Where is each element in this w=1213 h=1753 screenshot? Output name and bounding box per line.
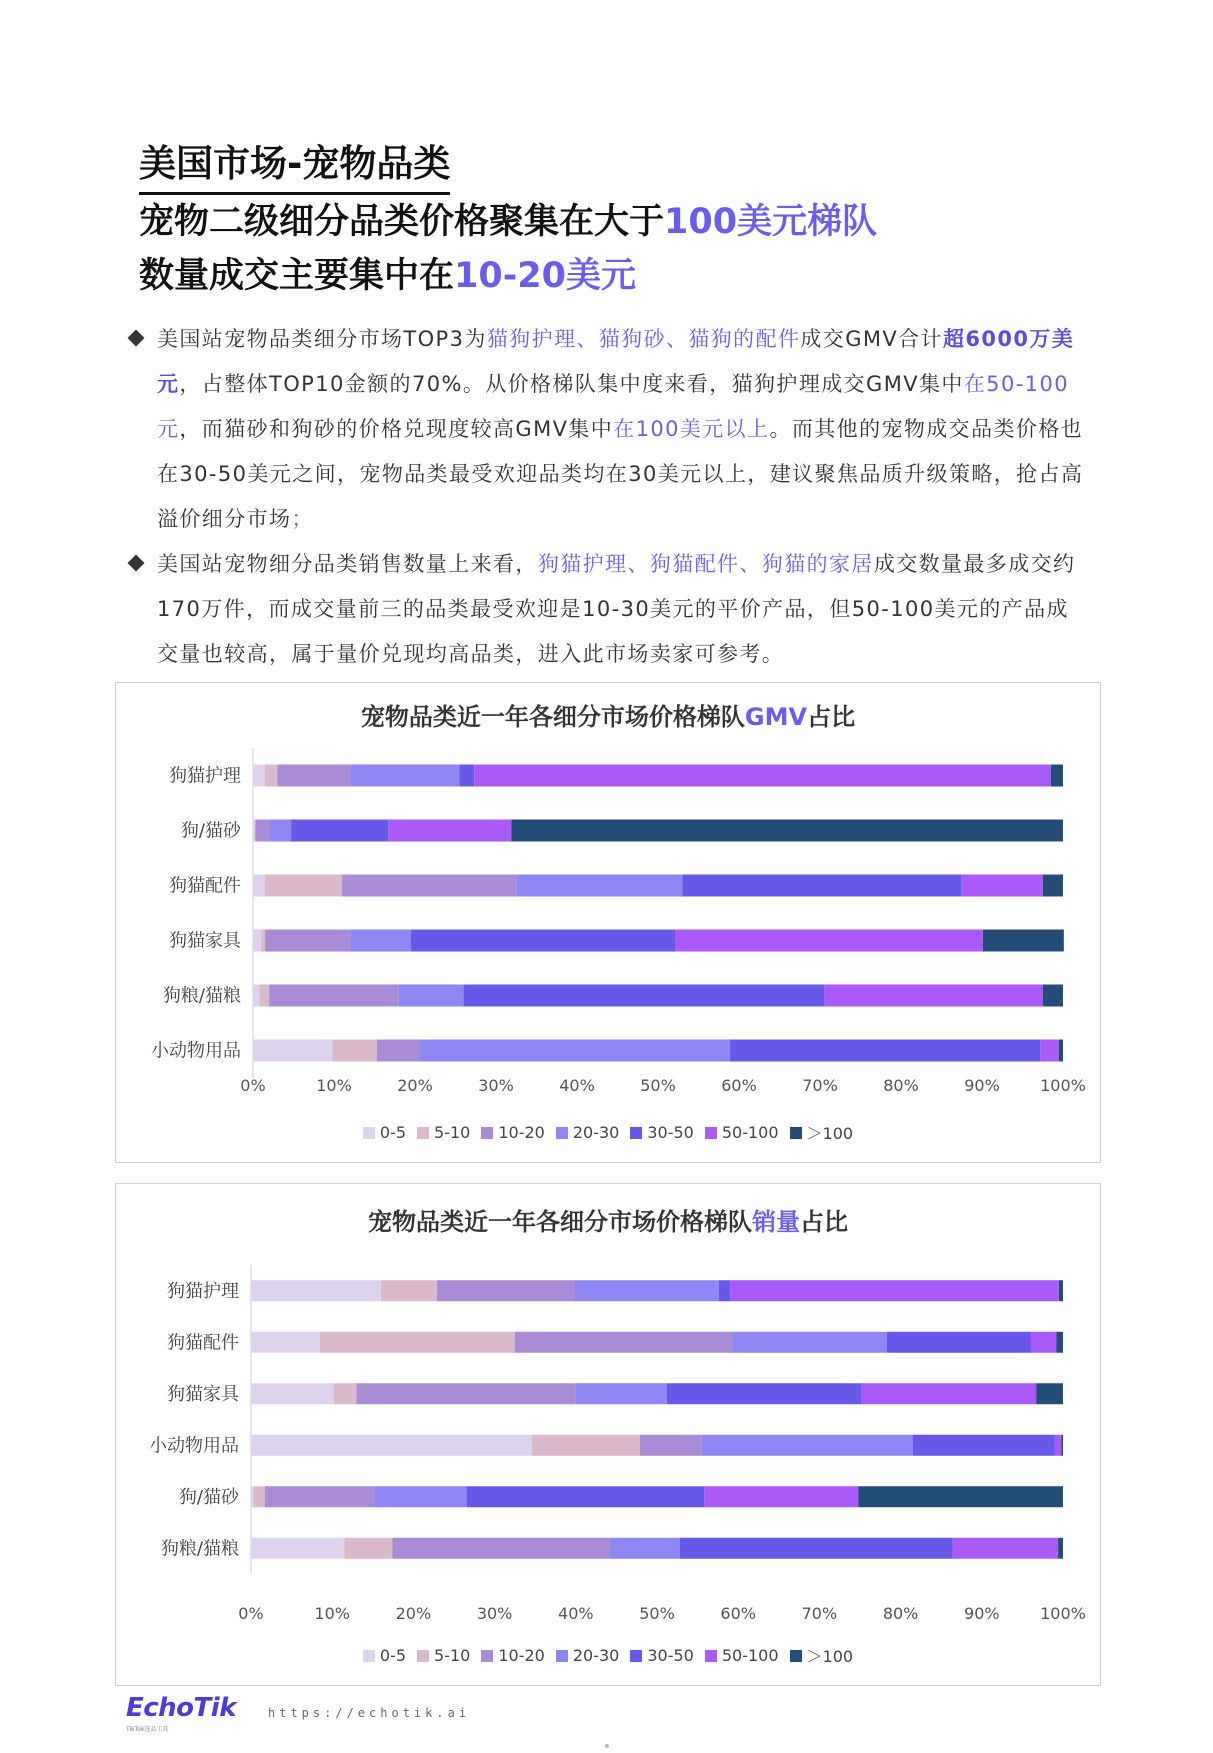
x-tick-label: 0%: [240, 1076, 266, 1095]
bullet-highlight: 超6000万美元: [157, 327, 1075, 396]
subtitle-line-1: [139, 195, 1139, 249]
x-tick-label: 100%: [1040, 1076, 1086, 1095]
bar-segment: [255, 820, 256, 842]
x-tick-label: 50%: [640, 1076, 676, 1095]
footer-url[interactable]: https://echotik.ai: [268, 1706, 471, 1720]
bar-segment: [516, 875, 682, 897]
bar-segment: [1055, 1435, 1061, 1456]
bullet-text: ，占整体TOP10金额的70%。从价格梯队集中度来看，猫狗护理成交GMV集中: [179, 372, 964, 396]
subtitle-2-text: 数量成交主要集中在: [139, 256, 455, 296]
bar-segment: [1061, 1435, 1063, 1456]
bar-segment: [344, 1538, 392, 1559]
chart-title-suffix: 占比: [800, 1208, 848, 1236]
x-tick-label: 60%: [720, 1604, 756, 1623]
chart-legend: [116, 1121, 1100, 1144]
bar-segment: [350, 765, 459, 787]
bullet-text: 美国站宠物品类细分市场TOP3为: [157, 327, 487, 351]
bar-segment: [251, 1280, 381, 1301]
category-label: 狗猫家具: [169, 930, 241, 952]
legend-label: ＞100: [806, 1647, 854, 1666]
x-tick-label: 40%: [559, 1076, 595, 1095]
bar-segment: [265, 875, 342, 897]
bar-segment: [667, 1383, 862, 1404]
x-tick-label: 30%: [478, 1076, 514, 1095]
bar-segment: [1059, 1040, 1063, 1062]
bar-segment: [265, 765, 277, 787]
bar-segment: [1059, 1280, 1063, 1301]
bar-segment: [419, 1040, 730, 1062]
legend-label: 30-50: [647, 1123, 694, 1142]
legend-swatch: [630, 1127, 642, 1139]
subtitle-1-highlight: 100美元梯队: [664, 202, 878, 242]
bar-segment: [858, 1486, 1063, 1507]
bar-segment: [377, 1040, 419, 1062]
bar-segment: [265, 930, 350, 952]
subtitle-line-2: [139, 249, 1139, 303]
bar-segment: [464, 985, 824, 1007]
bar-segment: [532, 1435, 640, 1456]
bar-segment: [251, 1486, 253, 1507]
chart-legend: [116, 1644, 1100, 1667]
echotik-logo: EchoTik: [126, 1693, 236, 1723]
bar-segment: [253, 820, 255, 842]
legend-swatch: [363, 1127, 375, 1139]
bar-segment: [251, 1538, 344, 1559]
bullet-text: 成交GMV合计: [800, 327, 943, 351]
page-title: 美国市场-宠物品类: [139, 138, 450, 195]
legend-label: 20-30: [572, 1123, 620, 1142]
chart-title-highlight: 销量: [752, 1208, 800, 1236]
bar-segment: [1043, 875, 1063, 897]
bullet-highlight: 狗猫护理、狗猫配件、狗猫的家居: [537, 552, 874, 576]
bar-segment: [342, 875, 516, 897]
bar-segment: [862, 1383, 1037, 1404]
bar-segment: [887, 1332, 1031, 1353]
bar-segment: [515, 1332, 733, 1353]
x-tick-label: 80%: [882, 1604, 919, 1623]
bar-segment: [953, 1538, 1059, 1559]
bar-segment: [1036, 1383, 1063, 1404]
category-label: 狗猫家具: [167, 1383, 239, 1405]
chart-title-highlight: GMV: [744, 703, 808, 731]
bar-segment: [388, 820, 511, 842]
legend-label: 0-5: [379, 1646, 407, 1665]
bar-segment: [913, 1435, 1055, 1456]
legend-item: [481, 1644, 545, 1667]
bar-segment: [357, 1383, 576, 1404]
bar-segment: [411, 930, 675, 952]
x-tick-label: 40%: [558, 1604, 594, 1623]
legend-swatch: [481, 1127, 493, 1139]
diamond-bullet-icon: [128, 330, 145, 347]
bar-segment: [251, 1435, 532, 1456]
category-label: 小动物用品: [149, 1435, 239, 1457]
bar-segment: [332, 1040, 377, 1062]
legend-item: [705, 1644, 779, 1667]
x-tick-label: 90%: [964, 1076, 1000, 1095]
bar-segment: [474, 765, 1051, 787]
bar-segment: [253, 875, 265, 897]
legend-item: [556, 1644, 620, 1667]
bar-segment: [251, 1332, 320, 1353]
legend-swatch: [481, 1650, 493, 1662]
x-tick-label: 20%: [395, 1604, 432, 1623]
category-label: 狗猫护理: [167, 1280, 239, 1302]
bar-segment: [1031, 1332, 1057, 1353]
x-tick-label: 10%: [316, 1076, 352, 1095]
bar-segment: [640, 1435, 702, 1456]
bullet-list: [130, 317, 1090, 677]
chart-title: [116, 697, 1100, 732]
bar-segment: [576, 1383, 667, 1404]
bar-segment: [467, 1486, 704, 1507]
legend-swatch: [417, 1650, 429, 1662]
bar-segment: [983, 930, 1064, 952]
page-indicator-dot: [605, 1744, 609, 1748]
legend-label: 50-100: [721, 1646, 779, 1665]
bar-segment: [704, 1486, 858, 1507]
bar-segment: [1051, 765, 1063, 787]
legend-item: [417, 1644, 470, 1667]
legend-label: 50-100: [721, 1123, 779, 1142]
legend-label: 30-50: [647, 1646, 694, 1665]
gmv-chart: [115, 682, 1101, 1163]
legend-item: [630, 1644, 694, 1667]
bar-segment: [682, 875, 961, 897]
category-label: 狗猫配件: [167, 1332, 239, 1354]
bar-segment: [1058, 1538, 1063, 1559]
bullet-highlight: ；: [291, 507, 314, 531]
chart-title-prefix: 宠物品类近一年各细分市场价格梯队: [368, 1208, 752, 1236]
bar-segment: [437, 1280, 575, 1301]
subtitle-2-highlight: 10-20美元: [454, 256, 636, 296]
bullet-text: 。而其他的宠物成交品类价格也在30-50美元之间，宠物品类最受欢迎品类均在30美元以上，建议聚焦品质升级策略，抢占高溢价细分市场: [157, 417, 1084, 531]
bar-segment: [730, 1280, 1059, 1301]
legend-item: [630, 1121, 694, 1144]
x-tick-label: 30%: [476, 1604, 513, 1623]
bar-segment: [1057, 1332, 1063, 1353]
bar-segment: [255, 820, 270, 842]
legend-label: 20-30: [572, 1646, 620, 1665]
sales-chart-plot: [116, 1244, 1100, 1644]
legend-swatch: [417, 1127, 429, 1139]
legend-item: [363, 1121, 406, 1144]
x-tick-label: 70%: [801, 1604, 838, 1623]
chart-title-prefix: 宠物品类近一年各细分市场价格梯队: [360, 703, 745, 731]
bar-segment: [962, 875, 1043, 897]
x-tick-label: 50%: [639, 1604, 675, 1623]
bar-segment: [320, 1332, 515, 1353]
bar-segment: [511, 820, 1063, 842]
category-label: 狗粮/猫粮: [160, 1538, 239, 1560]
bar-segment: [350, 930, 411, 952]
bar-segment: [733, 1332, 887, 1353]
bar-segment: [265, 1486, 375, 1507]
legend-swatch: [630, 1650, 642, 1662]
x-tick-label: 90%: [964, 1604, 1000, 1623]
x-tick-label: 10%: [314, 1604, 350, 1623]
bar-segment: [1040, 1040, 1059, 1062]
bar-segment: [824, 985, 1043, 1007]
legend-item: [790, 1644, 854, 1667]
legend-item: [417, 1121, 470, 1144]
legend-swatch: [556, 1127, 568, 1139]
legend-swatch: [363, 1650, 375, 1662]
x-tick-label: 80%: [883, 1076, 919, 1095]
page-heading: [139, 138, 1139, 303]
bar-segment: [575, 1280, 719, 1301]
category-label: 狗/猫砂: [178, 1486, 239, 1508]
bullet-text: 美国站宠物细分品类销售数量上来看，: [157, 552, 538, 576]
bar-segment: [253, 985, 259, 1007]
legend-label: 5-10: [434, 1123, 471, 1142]
legend-item: [790, 1121, 854, 1144]
bar-segment: [381, 1280, 437, 1301]
bar-segment: [374, 1486, 467, 1507]
bullet-item: [130, 317, 1090, 542]
diamond-bullet-icon: [128, 555, 145, 572]
bar-segment: [259, 985, 269, 1007]
bar-segment: [277, 765, 350, 787]
legend-item: [705, 1121, 779, 1144]
legend-label: 5-10: [434, 1646, 471, 1665]
bullet-highlight: 在50-100元: [157, 372, 1069, 441]
x-tick-label: 100%: [1040, 1604, 1086, 1623]
bar-segment: [261, 930, 265, 952]
legend-item: [481, 1121, 545, 1144]
sales-volume-chart: [115, 1183, 1101, 1686]
legend-item: [363, 1644, 406, 1667]
bullet-text: 成交数量最多成交约170万件，而成交量前三的品类最受欢迎是10-30美元的平价产品，但50-100美元的产品成交量也较高，属于量价兑现均高品类，进入此市场卖家可参考。: [157, 552, 1076, 666]
category-label: 狗猫护理: [169, 765, 241, 787]
legend-swatch: [790, 1127, 802, 1139]
chart-title-suffix: 占比: [807, 703, 856, 731]
bar-segment: [253, 1040, 332, 1062]
category-label: 狗粮/猫粮: [162, 985, 241, 1007]
chart-title: [116, 1202, 1100, 1237]
legend-swatch: [790, 1650, 802, 1662]
bar-segment: [719, 1280, 730, 1301]
category-label: 狗猫配件: [169, 875, 241, 897]
bar-segment: [334, 1383, 357, 1404]
bar-segment: [270, 820, 291, 842]
bar-segment: [730, 1040, 1040, 1062]
bar-segment: [680, 1538, 953, 1559]
category-label: 狗/猫砂: [180, 820, 241, 842]
bar-segment: [392, 1538, 610, 1559]
bar-segment: [253, 1486, 264, 1507]
bar-segment: [253, 930, 261, 952]
x-tick-label: 60%: [721, 1076, 757, 1095]
legend-item: [556, 1121, 620, 1144]
bar-segment: [399, 985, 464, 1007]
bar-segment: [253, 765, 265, 787]
x-tick-label: 20%: [397, 1076, 433, 1095]
bullet-item: [130, 542, 1090, 677]
bar-segment: [460, 765, 475, 787]
x-tick-label: 70%: [802, 1076, 838, 1095]
bullet-highlight: 猫狗护理、猫狗砂、猫狗的配件: [486, 327, 801, 351]
bar-segment: [610, 1538, 680, 1559]
bullet-text: ，而猫砂和狗砂的价格兑现度较高GMV集中: [179, 417, 614, 441]
bar-segment: [251, 1383, 334, 1404]
logo-tagline: TikTok选品工具: [126, 1726, 169, 1733]
legend-label: ＞100: [806, 1124, 854, 1143]
bar-segment: [269, 985, 399, 1007]
legend-swatch: [556, 1650, 568, 1662]
bar-segment: [675, 930, 983, 952]
bar-segment: [702, 1435, 913, 1456]
x-tick-label: 0%: [238, 1604, 264, 1623]
category-label: 小动物用品: [151, 1040, 241, 1062]
bar-segment: [291, 820, 388, 842]
gmv-chart-plot: [116, 733, 1100, 1133]
bar-segment: [1043, 985, 1063, 1007]
bullet-highlight: 在100美元以上: [613, 417, 770, 441]
legend-swatch: [705, 1127, 717, 1139]
subtitle-1-text: 宠物二级细分品类价格聚集在大于: [139, 202, 665, 242]
legend-label: 0-5: [379, 1123, 407, 1142]
legend-swatch: [705, 1650, 717, 1662]
legend-label: 10-20: [498, 1646, 545, 1665]
legend-label: 10-20: [498, 1123, 545, 1142]
